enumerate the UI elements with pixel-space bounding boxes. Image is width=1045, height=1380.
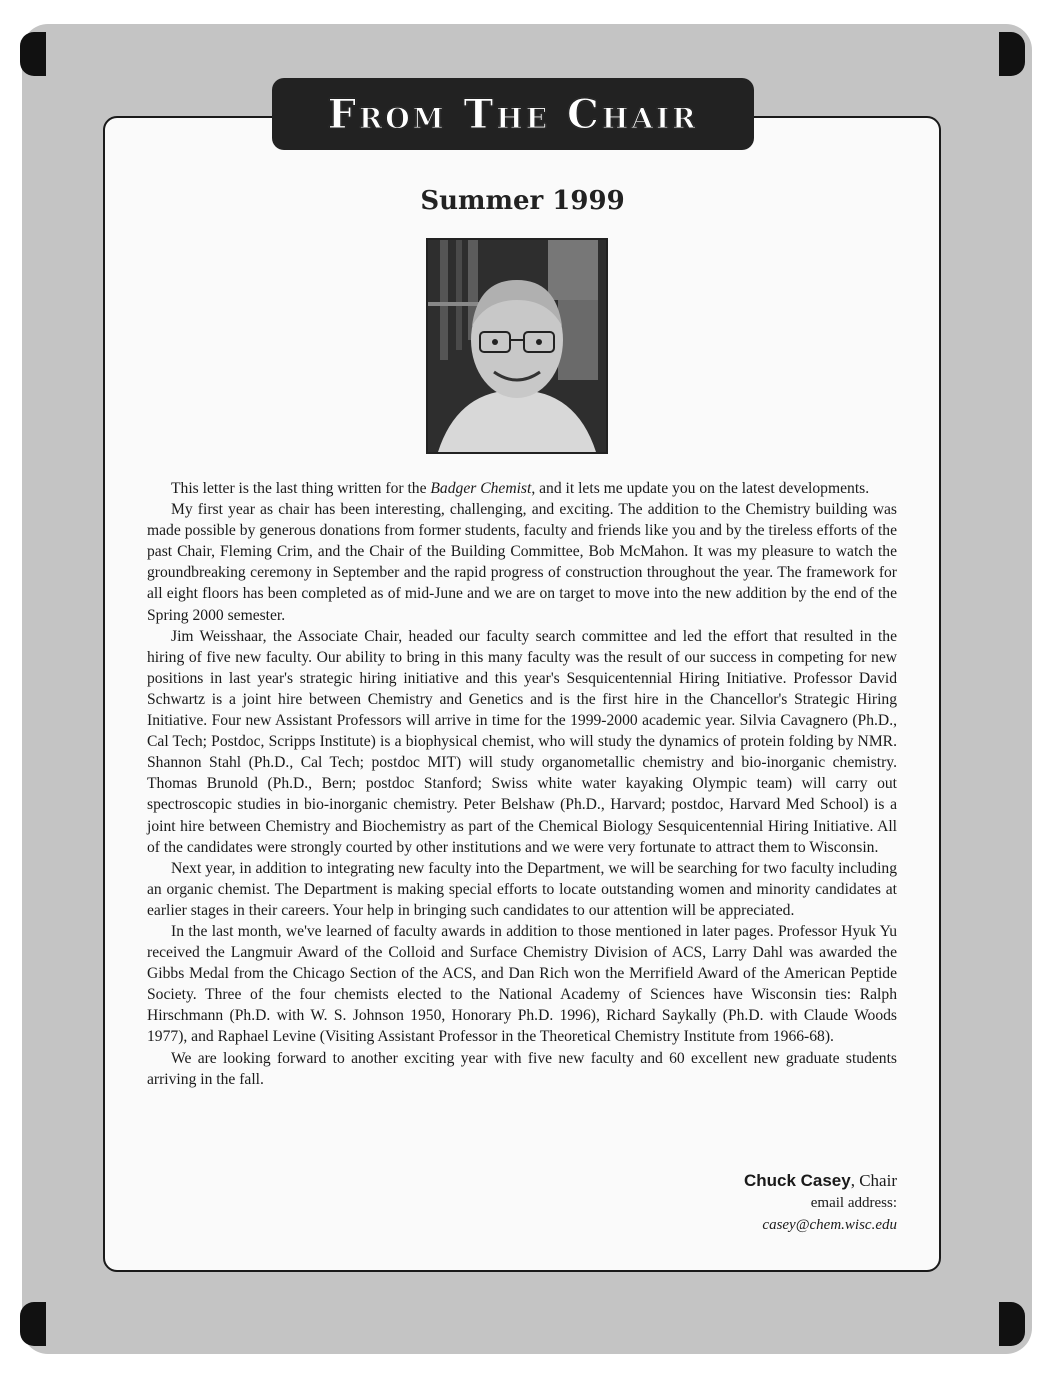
email-address: casey@chem.wisc.edu (762, 1217, 897, 1233)
paragraph-4: Next year, in addition to integrating new faculty into the Department, we will be searching for two faculty including an organic chemist. The Department is making special efforts to locate outstanding women and minority candidates at earlier stages in their careers. Your help in bringing such candidates to our attention will be appreciated. (147, 859, 897, 919)
header-banner (272, 78, 754, 150)
paragraph-6: We are looking forward to another exciting year with five new faculty and 60 excellent new graduate students arriving in the fall. (147, 1049, 897, 1088)
paragraph-1 (147, 478, 897, 499)
paragraph-5: In the last month, we've learned of faculty awards in addition to those mentioned in later pages. Professor Hyuk Yu received the Langmuir Award of the Colloid and Surface Chemistry Division of ACS, Larry Dahl was awarded the Gibbs Medal from the Chicago Section of the ACS, and Dan Rich won the Merrifield Award of the American Peptide Society. Three of the four chemists elected to the National Academy of Sciences have Wisconsin ties: Ralph Hirschmann (Ph.D. with W. S. Johnson 1950, Honorary Ph.D. 1996), Richard Saykally (Ph.D. with Claude Woods 1977), and Raphael Levine (Visiting Assistant Professor in the Theoretical Chemistry Institute from 1966-68). (147, 922, 897, 1046)
publication-title: Badger Chemist (430, 480, 532, 497)
portrait-photo (426, 238, 608, 454)
issue-subtitle: Summer 1999 (420, 186, 625, 216)
paragraph-1-text-b: , and it lets me update you on the latest developments. (531, 480, 870, 497)
corner-tab-top-right (999, 32, 1025, 76)
corner-tab-top-left (20, 32, 46, 76)
paragraph-1-text-a: This letter is the last thing written for the (171, 480, 431, 497)
paragraph-2: My first year as chair has been interesting, challenging, and exciting. The addition to the Chemistry building was made possible by generous donations from former students, faculty and friends like you and by the tireless efforts of the past Chair, Fleming Crim, and the Chair of the Building Committee, Bob McMahon. It was my pleasure to watch the groundbreaking ceremony in September and the rapid progress of construction throughout the year. The framework for all eight floors has been completed as of mid-June and we are on target to move into the new addition by the end of the Spring 2000 semester. (147, 501, 897, 624)
letter-body (147, 478, 897, 1090)
portrait-photo-icon (428, 240, 606, 452)
signature-block (600, 1170, 897, 1236)
corner-tab-bottom-right (999, 1302, 1025, 1346)
signer-name: Chuck Casey (743, 1171, 851, 1190)
email-label: email address: (810, 1195, 897, 1211)
signer-role: , Chair (850, 1171, 897, 1190)
corner-tab-bottom-left (20, 1302, 46, 1346)
page-title: From The Chair (327, 90, 699, 138)
paragraph-3: Jim Weisshaar, the Associate Chair, headed our faculty search committee and led the effort that resulted in the hiring of five new faculty. Our ability to bring in this many faculty was the result of our success in competing for new positions in last year's strategic hiring initiative and this year's Sesquicentennial Hiring Initiative. Professor David Schwartz is a joint hire between Chemistry and Genetics and is the first hire in the Chancellor's Strategic Hiring Initiative. Four new Assistant Professors will arrive in time for the 1999-2000 academic year. Silvia Cavagnero (Ph.D., Cal Tech; Postdoc, Scripps Institute) is a biophysical chemist, who will study the dynamics of protein folding by NMR. Shannon Stahl (Ph.D., Cal Tech; postdoc MIT) will study organometallic chemistry and bio-inorganic chemistry. Thomas Brunold (Ph.D., Bern; postdoc Stanford; Swiss white water kayaking Olympic team) will carry out spectroscopic studies in bio-inorganic chemistry. Peter Belshaw (Ph.D., Harvard; postdoc, Harvard Med School) is a joint hire between Chemistry and Biochemistry as part of the Chemical Biology Sesquicentennial Hiring Initiative. All of the candidates were strongly courted by other institutions and we were very fortunate to attract them to Wisconsin. (147, 627, 897, 856)
signature-line (600, 1170, 897, 1192)
